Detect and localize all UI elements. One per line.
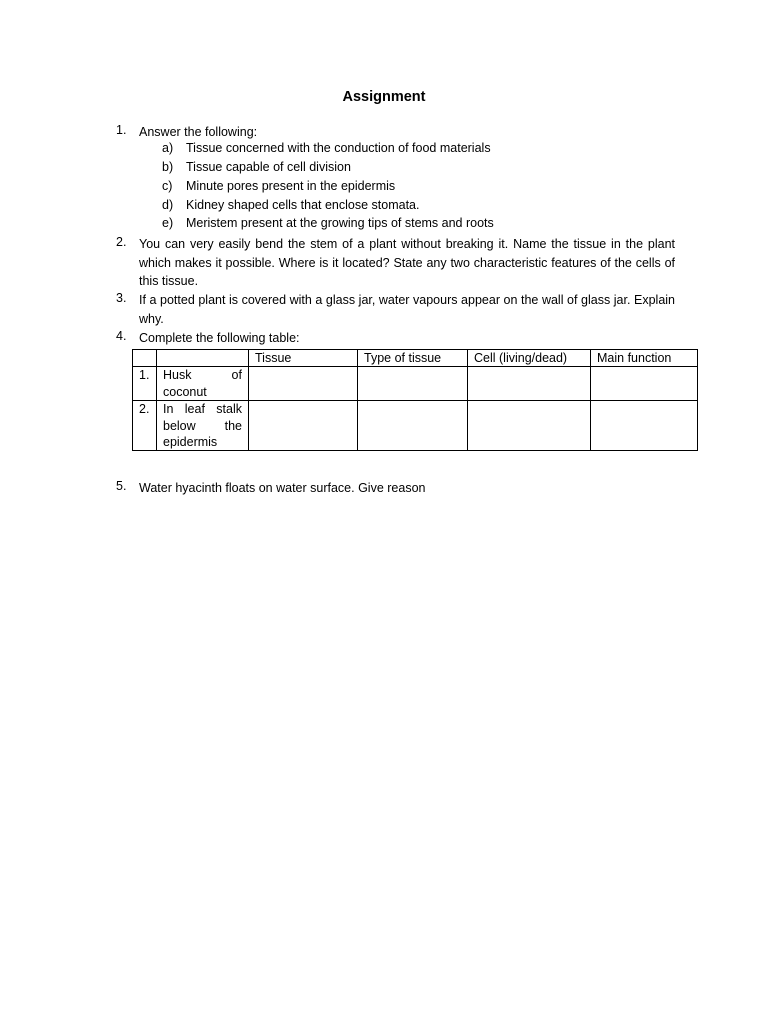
table-header-row: [133, 350, 698, 367]
question-number: 1.: [116, 123, 127, 137]
table-row-number: 1.: [133, 367, 157, 401]
question-text: Answer the following:: [139, 125, 258, 139]
part-text: Tissue concerned with the conduction of food materials: [186, 141, 491, 155]
part-text: Meristem present at the growing tips of stems and roots: [186, 216, 494, 230]
table-cell-blank[interactable]: [468, 401, 591, 451]
question-text: Water hyacinth floats on water surface. Give reason: [139, 481, 426, 495]
table-header-cell: [133, 350, 157, 367]
question-text: You can very easily bend the stem of a plant without breaking it. Name the tissue in the plant which makes it possible. Where is it located? State any two characteristic features of the cells of this tissue.: [139, 237, 675, 289]
part-label: b): [162, 160, 174, 174]
table-cell-blank[interactable]: [591, 367, 698, 401]
tissue-table: [132, 349, 698, 451]
table-row: [133, 367, 698, 401]
part-text: Tissue capable of cell division: [186, 160, 351, 174]
table-header-cell: Cell (living/dead): [468, 350, 591, 367]
part-text: Minute pores present in the epidermis: [186, 179, 396, 193]
table-row: [133, 401, 698, 451]
table-header-cell: Main function: [591, 350, 698, 367]
question-number: 2.: [116, 235, 127, 249]
table-cell-blank[interactable]: [358, 401, 468, 451]
question-text: If a potted plant is covered with a glass jar, water vapours appear on the wall of glass jar. Explain why.: [139, 293, 675, 326]
part-label: e): [162, 216, 174, 230]
table-row-item: In leaf stalk below the epidermis: [157, 401, 249, 451]
table-header-cell: Tissue: [249, 350, 358, 367]
part-label: a): [162, 141, 174, 155]
table-row-number: 2.: [133, 401, 157, 451]
part-label: d): [162, 198, 174, 212]
table-cell-blank[interactable]: [249, 367, 358, 401]
question-text: Complete the following table:: [139, 331, 300, 345]
table-row-item: Husk of coconut: [157, 367, 249, 401]
question-number: 5.: [116, 479, 127, 493]
part-label: c): [162, 179, 173, 193]
part-text: Kidney shaped cells that enclose stomata.: [186, 198, 420, 212]
table-cell-blank[interactable]: [358, 367, 468, 401]
table-header-cell: [157, 350, 249, 367]
table-header-cell: Type of tissue: [358, 350, 468, 367]
table-cell-blank[interactable]: [468, 367, 591, 401]
table-cell-blank[interactable]: [249, 401, 358, 451]
page-title: Assignment: [342, 89, 426, 105]
table-cell-blank[interactable]: [591, 401, 698, 451]
question-number: 3.: [116, 291, 127, 305]
question-number: 4.: [116, 329, 127, 343]
